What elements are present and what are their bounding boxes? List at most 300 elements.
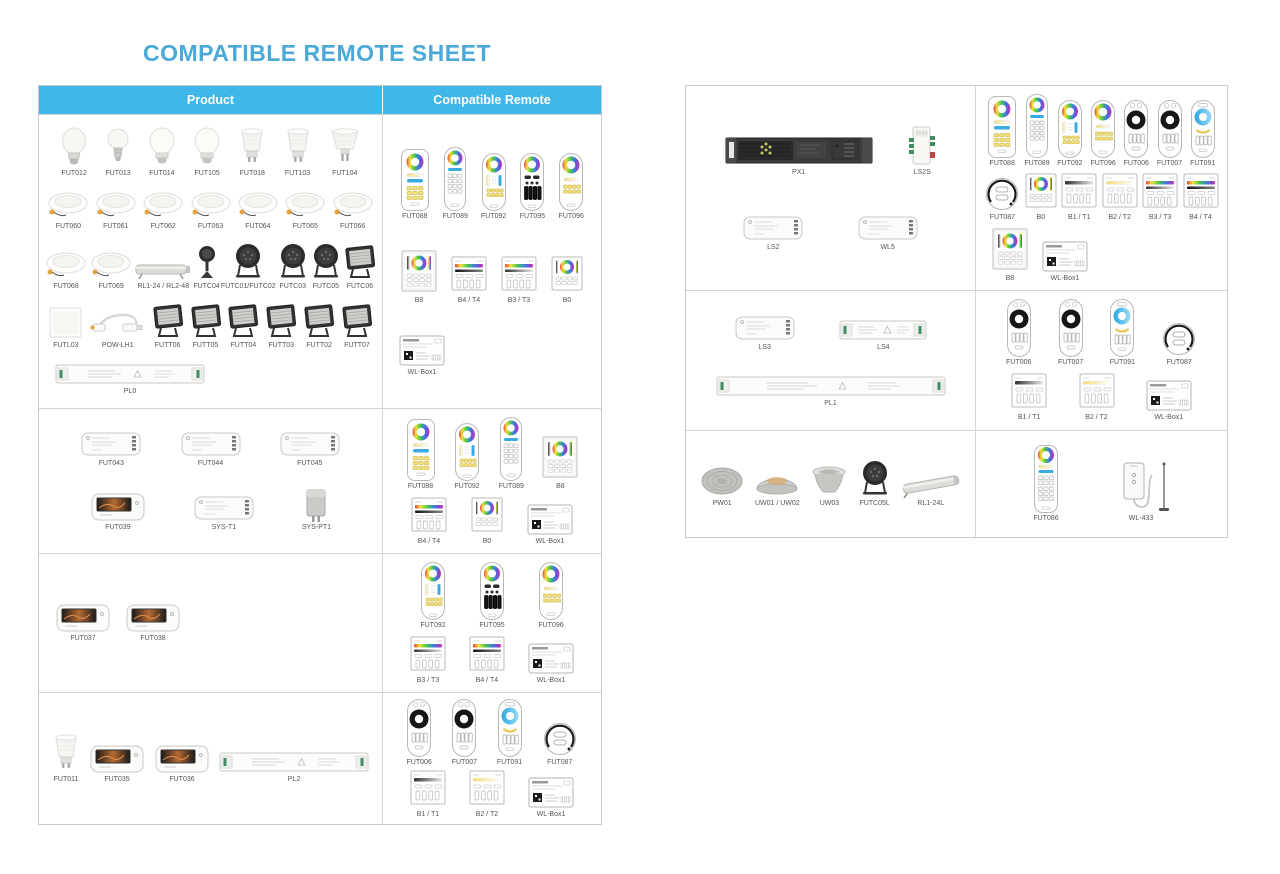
remote-fut087 bbox=[542, 720, 578, 767]
p-b8-icon bbox=[992, 228, 1028, 274]
product-label: FUT064 bbox=[245, 223, 271, 231]
rc-long-icon bbox=[1033, 444, 1059, 514]
product-label: FUT069 bbox=[98, 282, 124, 290]
ctrl-icon bbox=[279, 429, 341, 459]
remote-label: FUT092 bbox=[480, 212, 507, 220]
gu10-icon bbox=[238, 127, 266, 169]
rc-oval-icon bbox=[420, 561, 446, 621]
p-b8-icon bbox=[542, 436, 578, 482]
product-futc01-futc02 bbox=[221, 242, 276, 291]
remote-label: FUT092 bbox=[420, 622, 446, 630]
remote-label: FUT095 bbox=[479, 622, 505, 630]
wlbox-icon bbox=[527, 503, 573, 537]
product-rl1-24l bbox=[900, 469, 962, 508]
product-rl1-24-rl2-48 bbox=[134, 258, 192, 291]
product-label: FUTT06 bbox=[154, 342, 181, 350]
product-pl1 bbox=[716, 373, 946, 408]
rflood-icon bbox=[232, 242, 264, 282]
product-fut065 bbox=[283, 188, 327, 231]
p-b3-icon bbox=[501, 256, 537, 296]
rc-black-icon bbox=[406, 698, 432, 758]
bulb-a2-icon bbox=[193, 127, 221, 169]
product-label: FUTT03 bbox=[268, 342, 295, 350]
remote-b2-t2 bbox=[1079, 373, 1115, 422]
remote-b4-t4 bbox=[1183, 173, 1219, 222]
remote-label: WL-Box1 bbox=[1154, 414, 1184, 422]
remote-label: FUT096 bbox=[558, 212, 584, 220]
product-column-header: Product bbox=[39, 86, 383, 114]
cable-icon bbox=[89, 307, 147, 341]
product-label: FUTC05 bbox=[312, 282, 340, 290]
wlbox-icon bbox=[528, 642, 574, 676]
remote-b2-t2 bbox=[1102, 173, 1138, 222]
product-line bbox=[43, 602, 378, 643]
rc-blue-icon bbox=[1190, 99, 1216, 159]
rc-oval2-icon bbox=[538, 561, 564, 621]
remote-label: B4 / T4 bbox=[457, 296, 481, 304]
product-sys-t1 bbox=[193, 493, 255, 532]
ctrl-disp-icon bbox=[125, 602, 181, 634]
wl433-icon bbox=[1112, 458, 1170, 514]
pool-in-icon bbox=[809, 465, 849, 499]
downlight-icon bbox=[94, 188, 138, 222]
table-row bbox=[39, 553, 601, 692]
product-futc05 bbox=[310, 242, 342, 291]
product-fut061 bbox=[94, 188, 138, 231]
product-label: LS2 bbox=[767, 243, 780, 251]
rc-rect-icon bbox=[400, 148, 430, 212]
remote-label: B2 / T2 bbox=[1085, 414, 1108, 422]
product-label: LS3 bbox=[758, 344, 771, 352]
ctrl-disp-icon bbox=[90, 491, 146, 523]
product-line bbox=[690, 373, 971, 408]
driver-l-icon bbox=[716, 373, 946, 399]
product-cell bbox=[39, 409, 383, 553]
remote-label: B3 / T3 bbox=[1148, 214, 1172, 222]
remote-line bbox=[387, 334, 597, 377]
remote-label: B1 / T1 bbox=[416, 810, 440, 818]
product-fut035 bbox=[89, 743, 145, 784]
remote-b1-t1 bbox=[410, 770, 446, 819]
remote-line bbox=[387, 698, 597, 767]
product-label: FUTT05 bbox=[192, 342, 219, 350]
product-label: PL1 bbox=[824, 399, 837, 407]
remote-label: B4 / T4 bbox=[475, 676, 499, 684]
product-futt05 bbox=[189, 301, 223, 350]
remote-fut087 bbox=[1161, 320, 1197, 367]
product-label: RL1-24 / RL2-48 bbox=[137, 282, 190, 290]
remote-label: FUT091 bbox=[1190, 159, 1216, 167]
remote-label: B1 / T1 bbox=[1018, 414, 1041, 422]
product-label: FUT065 bbox=[292, 223, 318, 231]
product-label: UW03 bbox=[819, 500, 840, 508]
remote-line bbox=[387, 770, 597, 819]
product-label: FUT105 bbox=[194, 170, 220, 177]
product-fut014 bbox=[148, 127, 176, 178]
product-cell bbox=[686, 291, 976, 430]
remote-label: FUT087 bbox=[1166, 359, 1192, 367]
wlbox-icon bbox=[528, 776, 574, 810]
remote-fut089 bbox=[1024, 93, 1049, 168]
remote-wl-433 bbox=[1112, 458, 1170, 523]
product-line bbox=[43, 733, 378, 784]
ctrl-icon bbox=[180, 429, 242, 459]
product-futt02 bbox=[302, 301, 336, 350]
remote-fut092 bbox=[454, 422, 480, 491]
rflood-icon bbox=[277, 242, 309, 282]
product-fut044 bbox=[180, 429, 242, 468]
rc-oval-icon bbox=[454, 422, 480, 482]
remote-label: FUT006 bbox=[406, 758, 432, 766]
remote-fut007 bbox=[1157, 99, 1183, 168]
rc-4zdark-icon bbox=[519, 152, 545, 212]
product-label: FUT013 bbox=[105, 170, 131, 177]
compatible-remote-cell bbox=[383, 115, 601, 408]
product-label: FUTC03 bbox=[279, 282, 306, 290]
rc-black-icon bbox=[1058, 298, 1084, 358]
remote-line bbox=[387, 250, 597, 305]
rc-round-icon bbox=[1161, 320, 1197, 358]
ctrl-icon bbox=[734, 313, 796, 343]
panel-icon bbox=[47, 305, 85, 341]
garden-icon bbox=[195, 244, 219, 282]
px1-icon bbox=[724, 132, 874, 168]
remote-fut096 bbox=[558, 152, 584, 221]
compatible-remote-cell bbox=[383, 693, 601, 824]
remote-line bbox=[387, 416, 597, 491]
product-fut069 bbox=[89, 248, 133, 291]
remote-fut091 bbox=[497, 698, 523, 767]
product-futt04 bbox=[226, 301, 260, 350]
remote-fut007 bbox=[1058, 298, 1084, 367]
table-row bbox=[39, 408, 601, 553]
p-b2-icon bbox=[1102, 173, 1138, 213]
remote-fut092 bbox=[481, 152, 507, 221]
remote-fut096 bbox=[538, 561, 564, 630]
remote-label: WL-Box1 bbox=[407, 368, 437, 376]
rc-rect-icon bbox=[406, 418, 436, 482]
remote-fut007 bbox=[451, 698, 477, 767]
remote-label: B0 bbox=[1036, 214, 1046, 222]
product-label: FUTT04 bbox=[230, 342, 257, 350]
product-label: FUT103 bbox=[284, 170, 311, 177]
product-label: LS2S bbox=[913, 168, 931, 176]
p-b4-icon bbox=[469, 636, 505, 676]
remote-label: WL-Box1 bbox=[536, 676, 566, 684]
rc-black-icon bbox=[1157, 99, 1183, 159]
p-b4-icon bbox=[1183, 173, 1219, 213]
product-label: FUTT02 bbox=[306, 342, 332, 350]
p-b4-icon bbox=[411, 497, 447, 537]
remote-b2-t2 bbox=[469, 770, 505, 819]
table-row bbox=[39, 114, 601, 408]
remote-b3-t3 bbox=[1142, 173, 1178, 222]
flood-icon bbox=[343, 242, 377, 282]
product-futl03 bbox=[47, 305, 85, 350]
right-table bbox=[685, 85, 1228, 538]
remote-fut095 bbox=[479, 561, 505, 630]
rc-oval2-icon bbox=[558, 152, 584, 212]
product-label: FUT060 bbox=[55, 223, 82, 231]
product-label: FUT035 bbox=[104, 775, 130, 783]
product-futt07 bbox=[340, 301, 374, 350]
product-fut043 bbox=[80, 429, 142, 468]
product-cell bbox=[686, 86, 976, 290]
product-label: LS4 bbox=[877, 344, 890, 352]
remote-fut091 bbox=[1190, 99, 1216, 168]
product-label: FUT044 bbox=[197, 460, 224, 468]
remote-line bbox=[980, 228, 1223, 283]
downlight-icon bbox=[44, 248, 88, 282]
product-futc05l bbox=[859, 459, 891, 508]
product-label: WL5 bbox=[880, 243, 895, 251]
product-label: FUT039 bbox=[105, 524, 131, 532]
remote-label: B0 bbox=[482, 537, 492, 545]
ctrl-disp-icon bbox=[89, 743, 145, 775]
ctrl-disp-icon bbox=[55, 602, 111, 634]
mr16-icon bbox=[329, 127, 361, 169]
remote-line bbox=[387, 561, 597, 630]
product-line bbox=[690, 313, 971, 352]
rc-oval-icon bbox=[481, 152, 507, 212]
product-label: FUT011 bbox=[53, 775, 79, 783]
product-futt06 bbox=[151, 301, 185, 350]
remote-fut088 bbox=[987, 95, 1017, 168]
compatible-remote-cell bbox=[383, 409, 601, 553]
product-fut068 bbox=[44, 248, 88, 291]
compatible-remote-column-header: Compatible Remote bbox=[433, 93, 551, 107]
rc-oval2-icon bbox=[1090, 99, 1116, 159]
table-row bbox=[39, 692, 601, 824]
downlight-icon bbox=[283, 188, 327, 222]
p-b2-icon bbox=[1079, 373, 1115, 413]
product-futc04 bbox=[193, 244, 219, 291]
driver-m-icon bbox=[55, 361, 205, 387]
product-label: FUT037 bbox=[70, 635, 96, 643]
remote-label: FUT095 bbox=[519, 212, 546, 220]
product-label: FUT061 bbox=[103, 223, 129, 231]
rc-black-icon bbox=[1123, 99, 1149, 159]
remote-fut088 bbox=[406, 418, 436, 491]
product-label: FUT014 bbox=[149, 170, 175, 177]
barlight-icon bbox=[134, 258, 192, 282]
remote-fut092 bbox=[420, 561, 446, 630]
bulb-a-icon bbox=[60, 127, 88, 169]
remote-line bbox=[387, 146, 597, 221]
product-line bbox=[43, 487, 378, 532]
remote-fut086 bbox=[1033, 444, 1059, 523]
flood-icon bbox=[151, 301, 185, 341]
product-label: FUT045 bbox=[297, 460, 323, 468]
product-px1 bbox=[724, 132, 874, 177]
wlbox-icon bbox=[1042, 240, 1088, 274]
product-label: PX1 bbox=[792, 168, 806, 176]
remote-label: FUT007 bbox=[1057, 359, 1084, 367]
remote-label: FUT089 bbox=[1024, 159, 1050, 167]
remote-label: B2 / T2 bbox=[1108, 214, 1131, 222]
remote-label: FUT091 bbox=[1109, 359, 1136, 367]
remote-b8 bbox=[401, 250, 437, 305]
product-label: FUTC01/FUTC02 bbox=[220, 282, 276, 290]
pool-par-icon bbox=[699, 465, 745, 499]
plug-icon bbox=[302, 487, 330, 523]
remote-wl-box1 bbox=[399, 334, 445, 377]
remote-fut087 bbox=[984, 175, 1020, 222]
product-fut039 bbox=[90, 491, 146, 532]
remote-b4-t4 bbox=[469, 636, 505, 685]
product-label: FUTC04 bbox=[193, 282, 220, 290]
product-fut012 bbox=[60, 127, 88, 178]
product-label: FUTL03 bbox=[53, 342, 79, 350]
product-fut062 bbox=[141, 188, 185, 231]
product-label: FUT066 bbox=[339, 223, 366, 231]
remote-b1-t1 bbox=[1061, 173, 1097, 222]
product-fut060 bbox=[46, 188, 90, 231]
left-table-header bbox=[39, 86, 601, 114]
ctrl-icon bbox=[857, 213, 919, 243]
remote-label: WL-Box1 bbox=[535, 537, 565, 545]
p-b3-icon bbox=[1142, 173, 1178, 213]
remote-label: FUT087 bbox=[989, 214, 1016, 222]
remote-label: FUT007 bbox=[1156, 159, 1183, 167]
product-cell bbox=[39, 693, 383, 824]
product-ls4 bbox=[839, 317, 927, 352]
remote-label: WL-Box1 bbox=[1050, 274, 1080, 282]
rc-8zone-icon bbox=[443, 146, 467, 212]
ctrl-icon bbox=[193, 493, 255, 523]
rflood-icon bbox=[859, 459, 891, 499]
product-ls2 bbox=[742, 213, 804, 252]
compatible-remote-cell bbox=[976, 431, 1227, 537]
remote-fut092 bbox=[1057, 99, 1083, 168]
p-b2-icon bbox=[469, 770, 505, 810]
flood-icon bbox=[340, 301, 374, 341]
remote-b0 bbox=[471, 497, 503, 546]
remote-fut088 bbox=[400, 148, 430, 221]
p-b8-icon bbox=[401, 250, 437, 296]
remote-fut091 bbox=[1109, 298, 1135, 367]
left-table bbox=[38, 85, 602, 825]
product-fut011 bbox=[52, 733, 80, 784]
product-label: FUT036 bbox=[169, 775, 195, 783]
product-label: PL0 bbox=[123, 387, 137, 395]
remote-label: B2 / T2 bbox=[475, 810, 499, 818]
product-fut064 bbox=[236, 188, 280, 231]
table-row bbox=[686, 430, 1227, 537]
driver-s-icon bbox=[839, 317, 927, 343]
product-fut104 bbox=[329, 127, 361, 178]
product-cell bbox=[686, 431, 976, 537]
remote-label: FUT088 bbox=[402, 212, 428, 220]
downlight-icon bbox=[46, 188, 90, 222]
remote-fut089 bbox=[443, 146, 468, 221]
remote-label: B8 bbox=[1005, 274, 1015, 282]
product-fut105 bbox=[193, 127, 221, 178]
remote-line bbox=[387, 636, 597, 685]
remote-b4-t4 bbox=[411, 497, 447, 546]
remote-label: FUT006 bbox=[1123, 159, 1149, 167]
remote-label: B3 / T3 bbox=[507, 296, 531, 304]
product-line bbox=[43, 188, 378, 231]
product-pl0 bbox=[55, 361, 205, 396]
remote-line bbox=[980, 173, 1223, 222]
remote-label: FUT088 bbox=[989, 159, 1015, 167]
product-label: PL2 bbox=[287, 775, 301, 783]
product-line bbox=[43, 242, 378, 291]
p-b1-icon bbox=[1011, 373, 1047, 413]
bulb-c-icon bbox=[106, 127, 130, 169]
rflood-icon bbox=[310, 242, 342, 282]
remote-b3-t3 bbox=[501, 256, 537, 305]
product-label: FUTC06 bbox=[346, 282, 374, 290]
product-label: FUT062 bbox=[150, 223, 176, 231]
remote-fut006 bbox=[406, 698, 432, 767]
rc-4zdark-icon bbox=[479, 561, 505, 621]
flood-icon bbox=[226, 301, 260, 341]
rc-8zone-icon bbox=[499, 416, 523, 482]
flood-icon bbox=[302, 301, 336, 341]
rc-rect-icon bbox=[987, 95, 1017, 159]
product-label: FUT012 bbox=[61, 170, 87, 177]
p-b0-icon bbox=[471, 497, 503, 537]
remote-label: FUT086 bbox=[1033, 515, 1059, 523]
remote-line bbox=[387, 497, 597, 546]
remote-label: FUT096 bbox=[538, 622, 564, 630]
compatible-remote-cell bbox=[976, 86, 1227, 290]
pool-surf-icon bbox=[754, 469, 800, 499]
remote-label: FUT007 bbox=[451, 758, 478, 766]
p-b1-icon bbox=[1061, 173, 1097, 213]
product-cell bbox=[39, 554, 383, 692]
p-b1-icon bbox=[410, 770, 446, 810]
product-futc06 bbox=[343, 242, 377, 291]
remote-label: FUT089 bbox=[498, 483, 524, 491]
remote-label: B8 bbox=[414, 296, 424, 304]
gu10-icon bbox=[52, 733, 80, 775]
product-ls3 bbox=[734, 313, 796, 352]
remote-label: B8 bbox=[556, 483, 565, 491]
product-line bbox=[43, 127, 378, 178]
remote-fut089 bbox=[499, 416, 524, 491]
remote-label: FUT092 bbox=[454, 483, 480, 491]
remote-b4-t4 bbox=[451, 256, 487, 305]
remote-wl-box1 bbox=[528, 776, 574, 819]
rc-black-icon bbox=[1006, 298, 1032, 358]
product-pw01 bbox=[699, 465, 745, 508]
remote-label: B4 / T4 bbox=[417, 537, 441, 545]
product-line bbox=[43, 361, 378, 396]
remote-fut095 bbox=[519, 152, 545, 221]
downlight-icon bbox=[236, 188, 280, 222]
bulb-a2-icon bbox=[148, 127, 176, 169]
remote-label: FUT089 bbox=[442, 212, 468, 220]
remote-wl-box1 bbox=[527, 503, 573, 546]
product-label: FUT068 bbox=[53, 282, 79, 290]
product-futt03 bbox=[264, 301, 298, 350]
product-label: FUT063 bbox=[197, 223, 224, 231]
remote-line bbox=[980, 93, 1223, 168]
p-b0-icon bbox=[551, 256, 583, 296]
remote-wl-box1 bbox=[1146, 379, 1192, 422]
product-line bbox=[43, 429, 378, 468]
downlight-icon bbox=[331, 188, 375, 222]
product-fut103 bbox=[284, 127, 312, 178]
downlight-icon bbox=[89, 248, 133, 282]
remote-label: WL-433 bbox=[1128, 515, 1154, 523]
product-fut063 bbox=[189, 188, 233, 231]
product-label: SYS-T1 bbox=[211, 524, 237, 532]
rc-black-icon bbox=[451, 698, 477, 758]
